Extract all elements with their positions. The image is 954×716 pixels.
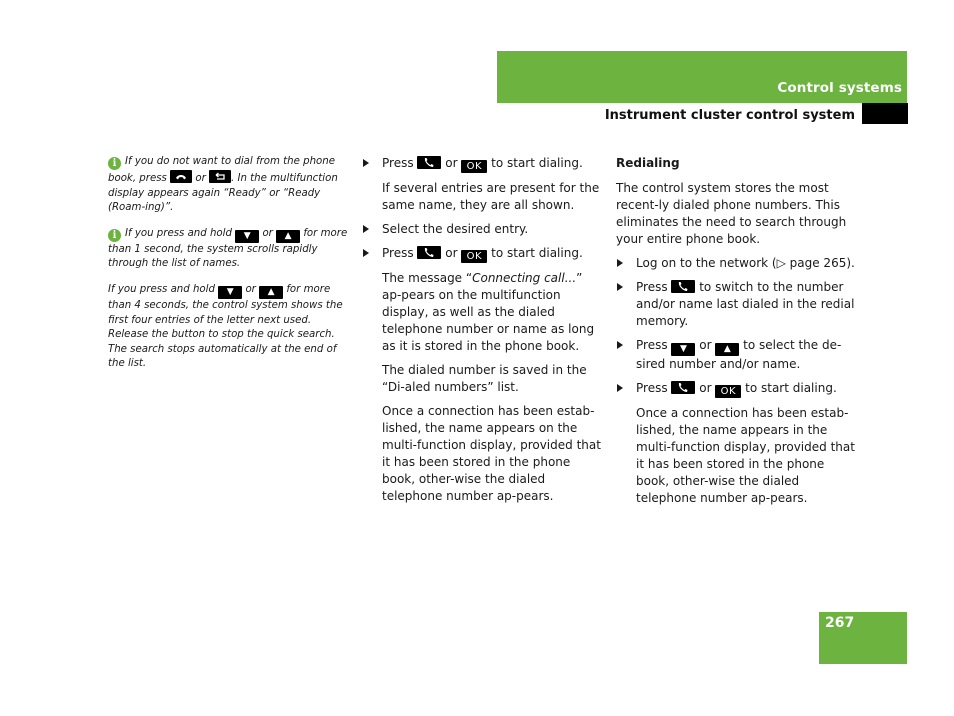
bullet-arrow-icon — [363, 159, 369, 167]
bullet-arrow-icon — [363, 225, 369, 233]
phone-send-icon — [417, 246, 441, 259]
paragraph: The control system stores the most recent-ly dialed phone numbers. This eliminates the need to search through your entire phone book. — [616, 181, 847, 246]
phone-send-icon — [671, 280, 695, 293]
page-number: 267 — [825, 615, 855, 631]
arrow-up-icon: ▲ — [259, 286, 283, 299]
paragraph: Once a connection has been estab-lished, the name appears on the multi-function display, provided that it has been stored in the phone book, other-wise the dialed telephone number ap-pears. — [382, 404, 601, 503]
info-icon: i — [108, 229, 121, 242]
bullet-arrow-icon — [617, 259, 623, 267]
step-log-on: Log on to the network (▷ page 265). — [616, 255, 860, 272]
arrow-up-icon: ▲ — [276, 230, 300, 243]
bullet-arrow-icon — [617, 283, 623, 291]
phone-end-icon — [170, 170, 192, 183]
arrow-down-icon: ▼ — [235, 230, 259, 243]
notes-column — [108, 155, 348, 383]
step-start-dialing-2: Press or OK to start dialing. — [362, 245, 604, 263]
bullet-arrow-icon — [363, 249, 369, 257]
info-icon: i — [108, 157, 121, 170]
info-note-1: i If you do not want to dial from the phone book, press or . In the multifunction display appears again “Ready” or “Ready (Roam-ing)”. — [108, 156, 338, 214]
ok-key-icon: OK — [461, 250, 487, 263]
arrow-down-icon: ▼ — [671, 343, 695, 356]
section-title: Control systems — [777, 80, 902, 96]
info-note-2: i If you press and hold ▼ or ▲ for more than 1 second, the system scrolls rapidly through the list of names. — [108, 227, 348, 270]
dialing-column — [362, 155, 604, 512]
paragraph: If several entries are present for the same name, they are all shown. — [382, 181, 600, 212]
paragraph: Once a connection has been estab-lished, the name appears in the multi-function display, provided that it has been stored in the phone book, other-wise the dialed telephone number ap-pears. — [636, 406, 855, 505]
phone-send-icon — [671, 381, 695, 394]
step-start-dialing-1: Press or OK to start dialing. — [362, 155, 604, 173]
step-start-dialing-3: Press or OK to start dialing. — [616, 380, 860, 398]
section-tab — [862, 103, 908, 124]
ok-key-icon: OK — [715, 385, 741, 398]
step-switch-redial: Press to switch to the number and/or name last dialed in the redial memory. — [616, 279, 860, 330]
phone-send-icon — [417, 156, 441, 169]
redialing-column — [616, 155, 860, 514]
bullet-arrow-icon — [617, 384, 623, 392]
paragraph: The message “Connecting call...” ap-pears on the multifunction display, as well as the dialed telephone number or name as long as it is stored in the phone book. — [382, 271, 595, 353]
back-icon — [209, 170, 231, 183]
paragraph: The dialed number is saved in the “Di-aled numbers” list. — [382, 363, 587, 394]
arrow-down-icon: ▼ — [218, 286, 242, 299]
step-select-entry: Select the desired entry. — [362, 221, 604, 238]
step-select-number: Press ▼ or ▲ to select the de-sired number and/or name. — [616, 337, 860, 373]
bullet-arrow-icon — [617, 341, 623, 349]
info-note-3: If you press and hold ▼ or ▲ for more than 4 seconds, the control system shows the first four entries of the letter next used. Release the button to stop the quick search. The search stops automatically at the end of the list. — [108, 283, 343, 370]
subsection-title: Instrument cluster control system — [604, 108, 855, 123]
ok-key-icon: OK — [461, 160, 487, 173]
redialing-heading: Redialing — [616, 156, 680, 170]
arrow-up-icon: ▲ — [715, 343, 739, 356]
